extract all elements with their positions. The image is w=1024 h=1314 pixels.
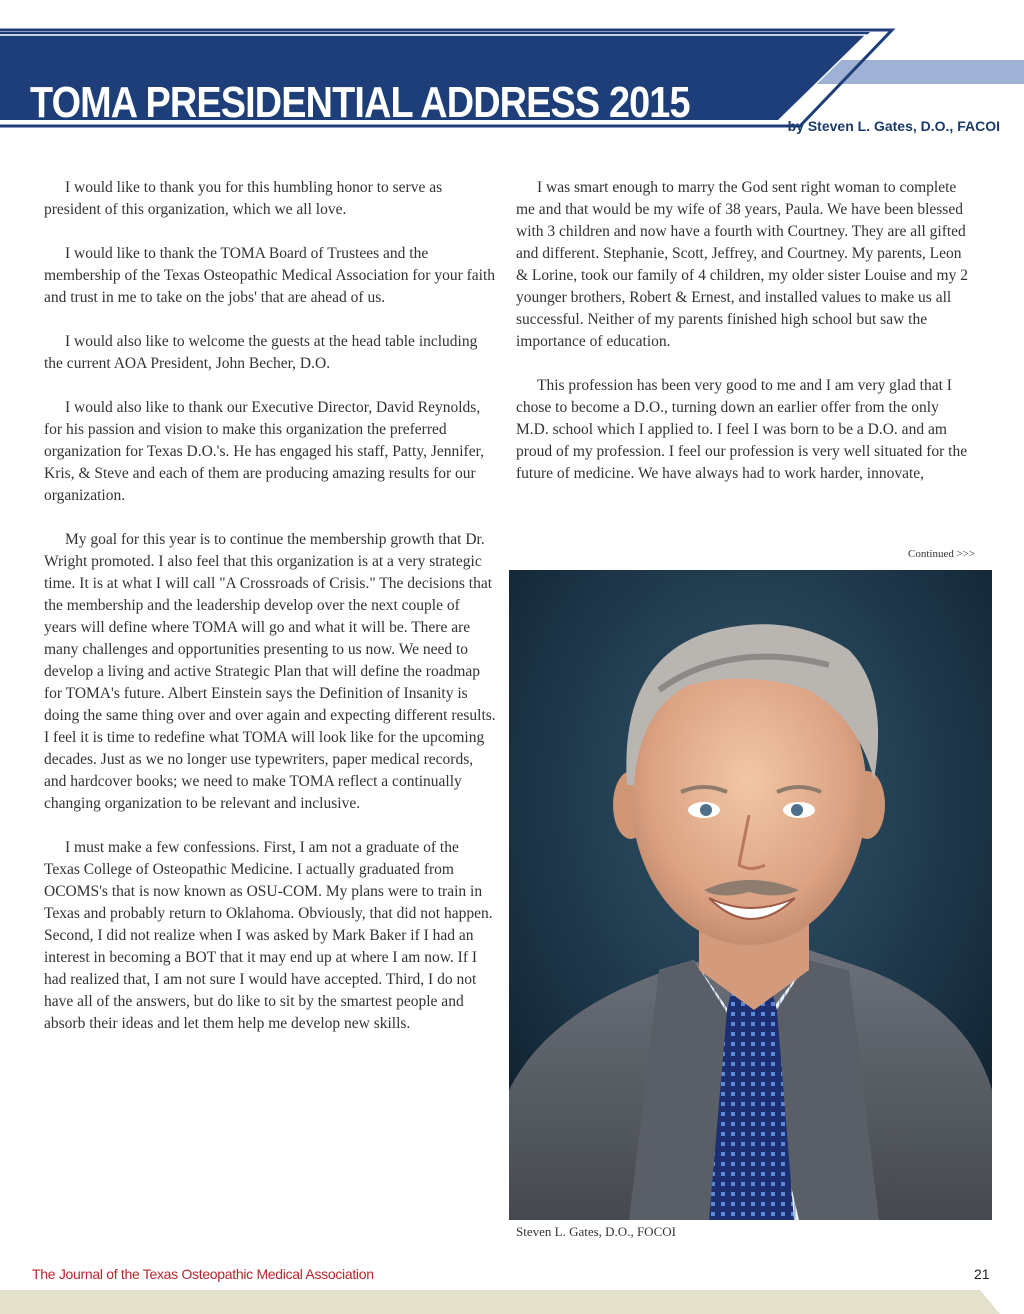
paragraph: I would also like to thank our Executive Director, David Reynolds, for his passion and vision to make this organization the preferred organization for Texas D.O.'s. He has engaged his staff, Patty, Jennifer, Kris, & Steve and each of them are producing amazing results for our organization.	[44, 399, 485, 504]
left-column	[44, 177, 496, 1057]
paragraph: I would like to thank you for this humbling honor to serve as president of this organization, which we all love.	[44, 179, 443, 218]
continued-link[interactable]: Continued >>>	[908, 548, 976, 560]
paragraph: I would like to thank the TOMA Board of Trustees and the membership of the Texas Osteopathic Medical Association for your faith and trust in me to take on the jobs' that are ahead of us.	[44, 245, 496, 306]
portrait-photo	[509, 570, 992, 1220]
paragraph: I was smart enough to marry the God sent right woman to complete me and that would be my wife of 38 years, Paula. We have been blessed with 3 children and now have a fourth with Courtney. They are all gifted and different. Stephanie, Scott, Jeffrey, and Courtney. My parents, Leon & Lorine, took our family of 4 children, my older sister Louise and my 2 younger brothers, Robert & Ernest, and installed values to make us all successful. Neither of my parents finished high school but saw the importance of education.	[516, 179, 968, 350]
footer-bar	[0, 1290, 1024, 1314]
paragraph: I must make a few confessions. First, I am not a graduate of the Texas College of Osteopathic Medicine. I actually graduated from OCOMS's that is now known as OSU-COM. My plans were to train in Texas and probably return to Oklahoma. Obviously, that did not happen. Second, I did not realize when I was asked by Mark Baker if I had an interest in becoming a BOT that it may end up at where I am now. If I had realized that, I am not sure I would have accepted. Third, I do not have all of the answers, but do like to sit by the smartest people and absorb their ideas and let them help me develop new skills.	[44, 839, 493, 1032]
paragraph: This profession has been very good to me and I am very glad that I chose to become a D.O., turning down an earlier offer from the only M.D. school which I applied to. I feel I was born to be a D.O. and am proud of my profession. I feel our profession is very well situated for the future of medicine. We have always had to work harder, innovate,	[516, 377, 968, 482]
photo-caption: Steven L. Gates, D.O., FOCOI	[516, 1224, 676, 1239]
paragraph: My goal for this year is to continue the membership growth that Dr. Wright promoted. I also feel that this organization is at a very strategic time. It is at what I will call "A Crossroads of Crisis." The decisions that the membership and the leadership develop over the next couple of years will define where TOMA will go and what it will be. There are many challenges and opportunities presenting to us now. We need to develop a living and active Strategic Plan that will define the roadmap for TOMA's future. Albert Einstein says the Definition of Insanity is doing the same thing over and over again and expecting different results. I feel it is time to redefine what TOMA will look like for the upcoming decades. Just as we no longer use typewriters, paper medical records, and hardcover books; we need to make TOMA reflect a continually changing organization to be relevant and inclusive.	[44, 531, 496, 812]
paragraph: I would also like to welcome the guests at the head table including the current AOA President, John Becher, D.O.	[44, 333, 478, 372]
journal-name: The Journal of the Texas Osteopathic Medical Association	[32, 1266, 374, 1282]
article-title: TOMA PRESIDENTIAL ADDRESS 2015	[30, 78, 690, 127]
page-number: 21	[974, 1266, 990, 1282]
right-column	[516, 177, 972, 507]
author-byline: by Steven L. Gates, D.O., FACOI	[787, 118, 1000, 134]
